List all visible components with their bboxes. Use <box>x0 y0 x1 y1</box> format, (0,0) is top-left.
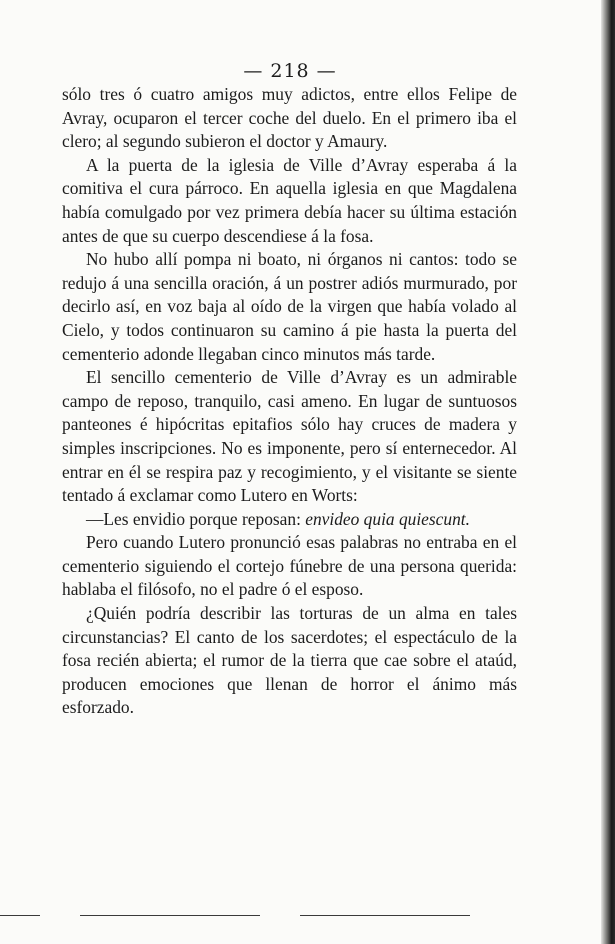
paragraph-2: A la puerta de la iglesia de Ville d’Avray esperaba á la comitiva el cura párroco. En aquella iglesia en que Magdalena había comulgado por vez primera debía hacer su última estación antes de que su cuerpo descendiese á la fosa. <box>62 154 517 246</box>
paragraph-7: ¿Quién podría describir las torturas de un alma en tales circunstancias? El canto de los sacerdotes; el espectáculo de la fosa recién abierta; el rumor de la tierra que cae sobre el ataúd, producen emociones que llenan de horror el ánimo más esforzado. <box>62 603 517 718</box>
paragraph-4: El sencillo cementerio de Ville d’Avray es un admirable campo de reposo, tranquilo, casi ameno. En lugar de suntuosos panteones é hipócritas epitafios sólo hay cruces de madera y simples inscripciones. No es imponente, pero sí enternecedor. Al entrar en él se respira paz y recogimiento, y el visitante se siente tentado á exclamar como Lutero en Worts: <box>62 367 517 506</box>
latin-quote: envideo quia quiescunt. <box>305 508 470 529</box>
bottom-rule-right <box>300 915 470 916</box>
paragraph-6: Pero cuando Lutero pronunció esas palabras no entraba en el cementerio siguiendo el cortejo fúnebre de una persona querida: hablaba el filósofo, no el padre ó el esposo. <box>62 532 517 600</box>
bottom-rule-middle <box>80 915 260 916</box>
paragraph-5-quote <box>62 508 517 532</box>
book-binding-edge <box>601 0 615 944</box>
paragraph-1: sólo tres ó cuatro amigos muy adictos, entre ellos Felipe de Avray, ocuparon el tercer coche del duelo. En el primero iba el clero; al segundo subieron el doctor y Amaury. <box>62 84 517 152</box>
body-text <box>62 83 517 720</box>
paragraph-3: No hubo allí pompa ni boato, ni órganos ni cantos: todo se redujo á una sencilla oración, á un postrer adiós murmurado, por decirlo así, en voz baja al oído de la virgen que había volado al Cielo, y todos continuaron su camino á pie hasta la puerta del cementerio adonde llegaban cinco minutos más tarde. <box>62 249 517 364</box>
bottom-rule-left <box>0 915 40 916</box>
page-number: — 218 — <box>243 60 337 82</box>
quote-text: —Les envidio porque reposan: <box>86 508 306 529</box>
